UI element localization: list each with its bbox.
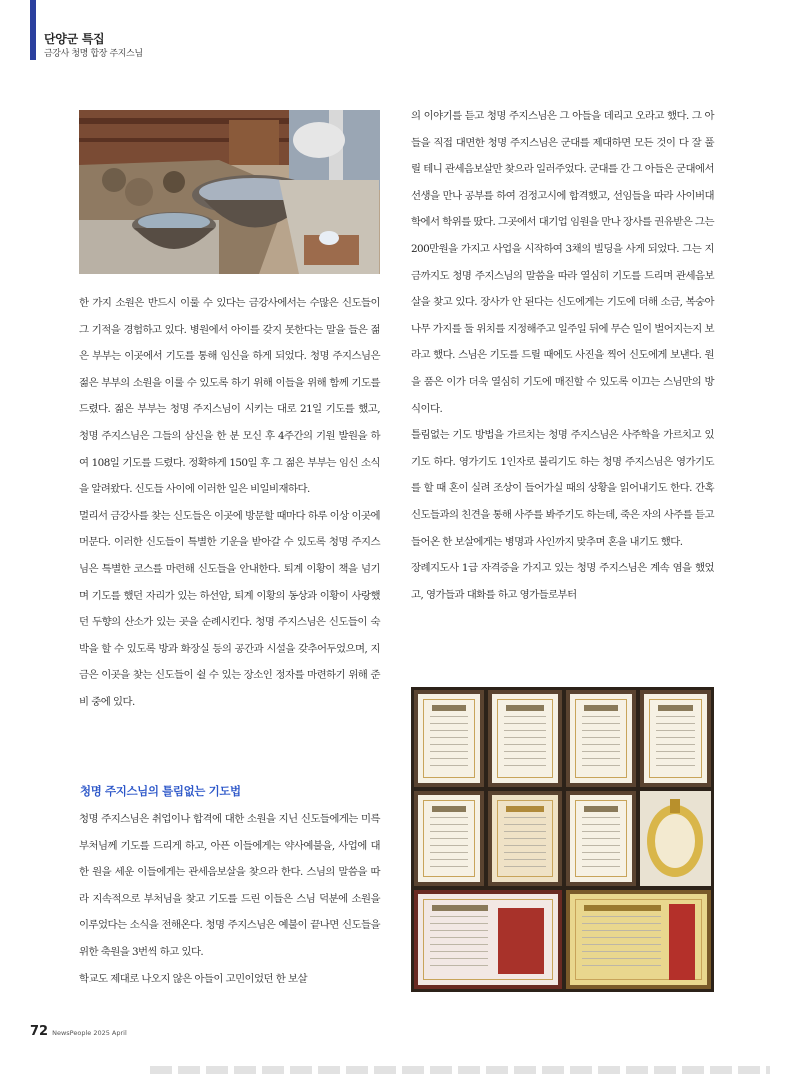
subheading: 청명 주지스님의 틀림없는 기도법 (80, 784, 241, 798)
certificate-frame (566, 791, 636, 886)
body-paragraph: 학교도 제대로 나오지 않은 아들이 고민이었던 한 보살 (79, 972, 307, 985)
certificate-frame (414, 890, 562, 989)
body-paragraph: 멀리서 금강사를 찾는 신도들은 이곳에 방문할 때마다 하루 이상 이곳에 머문다. 이러한 신도들이 특별한 기운을 받아갈 수 있도록 청명 주지스님은 특별한 코스를 마련해 신도들을 안내한다. 퇴계 이황이 책을 넘기며 기도를 했던 자리가 있는 하선암, 퇴계 이황의 동상과 이황이 사랑했던 두향의 산소가 있는 곳을 순례시킨다. 청명 주지스님은 신도들이 숙박을 할 수 있도록 방과 화장실 등의 공간과 시설을 갖추어두었으며, 지금은 이곳을 찾는 신도들이 쉴 수 있는 장소인 정자를 마련하기 위해 준비 중에 있다. (79, 509, 380, 708)
left-column-text (79, 290, 380, 716)
magazine-name: NewsPeople 2025 April (52, 1029, 127, 1037)
page-footer (30, 1024, 127, 1039)
body-paragraph: 청명 주지스님은 취업이나 합격에 대한 소원을 지닌 신도들에게는 미륵부처님께 기도를 드리게 하고, 아픈 이들에게는 약사예불을, 사업에 대한 원을 세운 이들에게는 관세음보살을 찾으라 한다. 스님의 말씀을 따라 지속적으로 부처님을 찾고 기도를 드린 이들은 스님 덕분에 소원을 이루었다는 소식을 전해온다. 청명 주지스님은 예불이 끝나면 신도들을 위한 축원을 3번씩 하고 있다. (79, 813, 380, 958)
body-paragraph: 한 가지 소원은 반드시 이룰 수 있다는 금강사에서는 수많은 신도들이 그 기적을 경험하고 있다. 병원에서 아이를 갖지 못한다는 말을 들은 젊은 부부는 이곳에서 기도를 통해 임신을 하게 되었다. 청명 주지스님은 젊은 부부의 소원을 이룰 수 있도록 하기 위해 이들을 위해 함께 기도를 드렸다. 젊은 부부는 청명 주지스님이 시키는 대로 21일 기도를 했고, 청명 주지스님은 그들의 삼신을 한 분 모신 후 4주간의 기원 발원을 하여 108일 기도를 드렸다. 정확하게 150일 후 그 젊은 부부는 임신 소식을 알려왔다. 신도들 사이에 이러한 일은 비일비재하다. (79, 297, 380, 496)
certificate-frame (488, 690, 562, 787)
section-subtitle: 금강사 청명 합장 주지스님 (44, 49, 143, 59)
award-plaque (640, 791, 711, 886)
left-column-text-after (79, 806, 380, 992)
body-paragraph: 틀림없는 기도 방법을 가르치는 청명 주지스님은 사주학을 가르치고 있기도 하다. 영가기도 1인자로 불리기도 하는 청명 주지스님은 영가기도를 할 때 혼이 실려 조상이 들어가실 때의 상황을 읽어내기도 한다. 간혹 신도들과의 친견을 통해 사주를 봐주기도 하는데, 죽은 자의 사주를 듣고 들어온 한 보살에게는 병명과 사인까지 맞추며 혼을 내기도 했다. (411, 429, 714, 548)
certificates-photo-collage (411, 687, 714, 992)
section-accent-bar (30, 0, 36, 60)
certificate-frame (414, 690, 484, 787)
right-column-text (411, 103, 714, 608)
temple-stone-basin-photo (79, 110, 380, 274)
page-number: 72 (30, 1024, 49, 1039)
certificate-frame (566, 690, 636, 787)
body-paragraph: 장례지도사 1급 자격증을 가지고 있는 청명 주지스님은 계속 염을 했었고, 영가들과 대화를 하고 영가들로부터 (411, 562, 714, 601)
section-title: 단양군 특집 (44, 32, 105, 46)
certificate-frame (566, 890, 711, 989)
body-paragraph: 의 이야기를 듣고 청명 주지스님은 그 아들을 데리고 오라고 했다. 그 아들을 직접 대면한 청명 주지스님은 군대를 제대하면 모든 것이 다 잘 풀릴 테니 관세음보살만 찾으라 일러주었다. 군대를 간 그 아들은 군대에서 선생을 만나 공부를 하여 검정고시에 합격했고, 선임들을 따라 사이버대학에서 학위를 땄다. 그곳에서 대기업 임원을 만나 장사를 권유받은 그는 200만원을 가지고 사업을 시작하여 3채의 빌딩을 사게 되었다. 그는 지금까지도 청명 주지스님의 말씀을 따라 열심히 기도를 드리며 관세음보살을 찾고 있다. 장사가 안 된다는 신도에게는 기도에 더해 소금, 복숭아나무 가지를 둘 위치를 지정해주고 일주일 뒤에 무슨 일이 벌어지는지 보라고 했다. 스님은 기도를 드릴 때에도 사진을 찍어 신도에게 보낸다. 원을 품은 이가 더욱 열심히 기도에 매진할 수 있도록 이끄는 스님만의 방식이다. (411, 110, 714, 415)
certificate-frame (640, 690, 711, 787)
certificate-frame (488, 791, 562, 886)
next-page-text-strip (150, 1066, 770, 1074)
certificate-frame (414, 791, 484, 886)
